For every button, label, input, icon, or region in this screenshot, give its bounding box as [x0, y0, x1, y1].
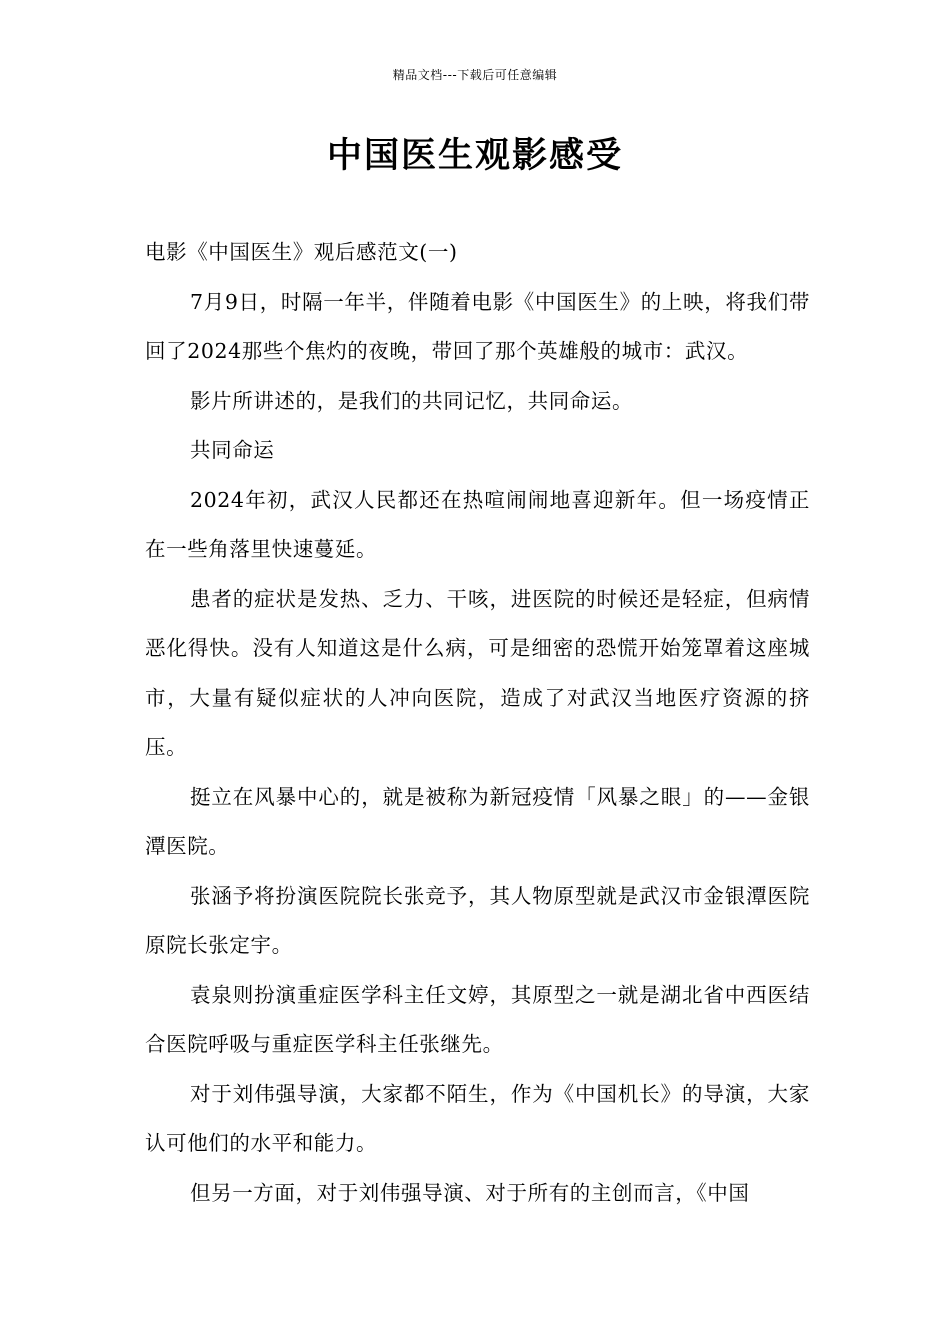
paragraph: 7月9日，时隔一年半，伴随着电影《中国医生》的上映，将我们带回了2024那些个焦灼的夜晚，带回了那个英雄般的城市：武汉。 [145, 289, 810, 363]
paragraph: 挺立在风暴中心的，就是被称为新冠疫情「风暴之眼」的——金银潭医院。 [145, 784, 810, 858]
header-note: 精品文档---下载后可任意编辑 [392, 68, 558, 82]
paragraph: 袁泉则扮演重症医学科主任文婷，其原型之一就是湖北省中西医结合医院呼吸与重症医学科主任张继先。 [145, 982, 810, 1056]
paragraph: 2024年初，武汉人民都还在热喧闹闹地喜迎新年。但一场疫情正在一些角落里快速蔓延。 [145, 487, 810, 561]
document-title: 中国医生观影感受 [326, 136, 623, 176]
paragraph: 电影《中国医生》观后感范文(一) [145, 240, 458, 264]
paragraph: 患者的症状是发热、乏力、干咳，进医院的时候还是轻症，但病情恶化得快。没有人知道这是什么病，可是细密的恐慌开始笼罩着这座城市，大量有疑似症状的人冲向医院，造成了对武汉当地医疗资源的挤压。 [145, 586, 810, 759]
section-heading: 共同命运 [190, 438, 275, 462]
paragraph: 张涵予将扮演医院院长张竞予，其人物原型就是武汉市金银潭医院原院长张定宇。 [145, 883, 810, 957]
paragraph: 影片所讲述的，是我们的共同记忆，共同命运。 [190, 388, 634, 413]
paragraph: 对于刘伟强导演，大家都不陌生，作为《中国机长》的导演，大家认可他们的水平和能力。 [145, 1081, 810, 1155]
document-body [145, 228, 810, 1218]
paragraph: 但另一方面，对于刘伟强导演、对于所有的主创而言，《中国 [190, 1180, 750, 1205]
